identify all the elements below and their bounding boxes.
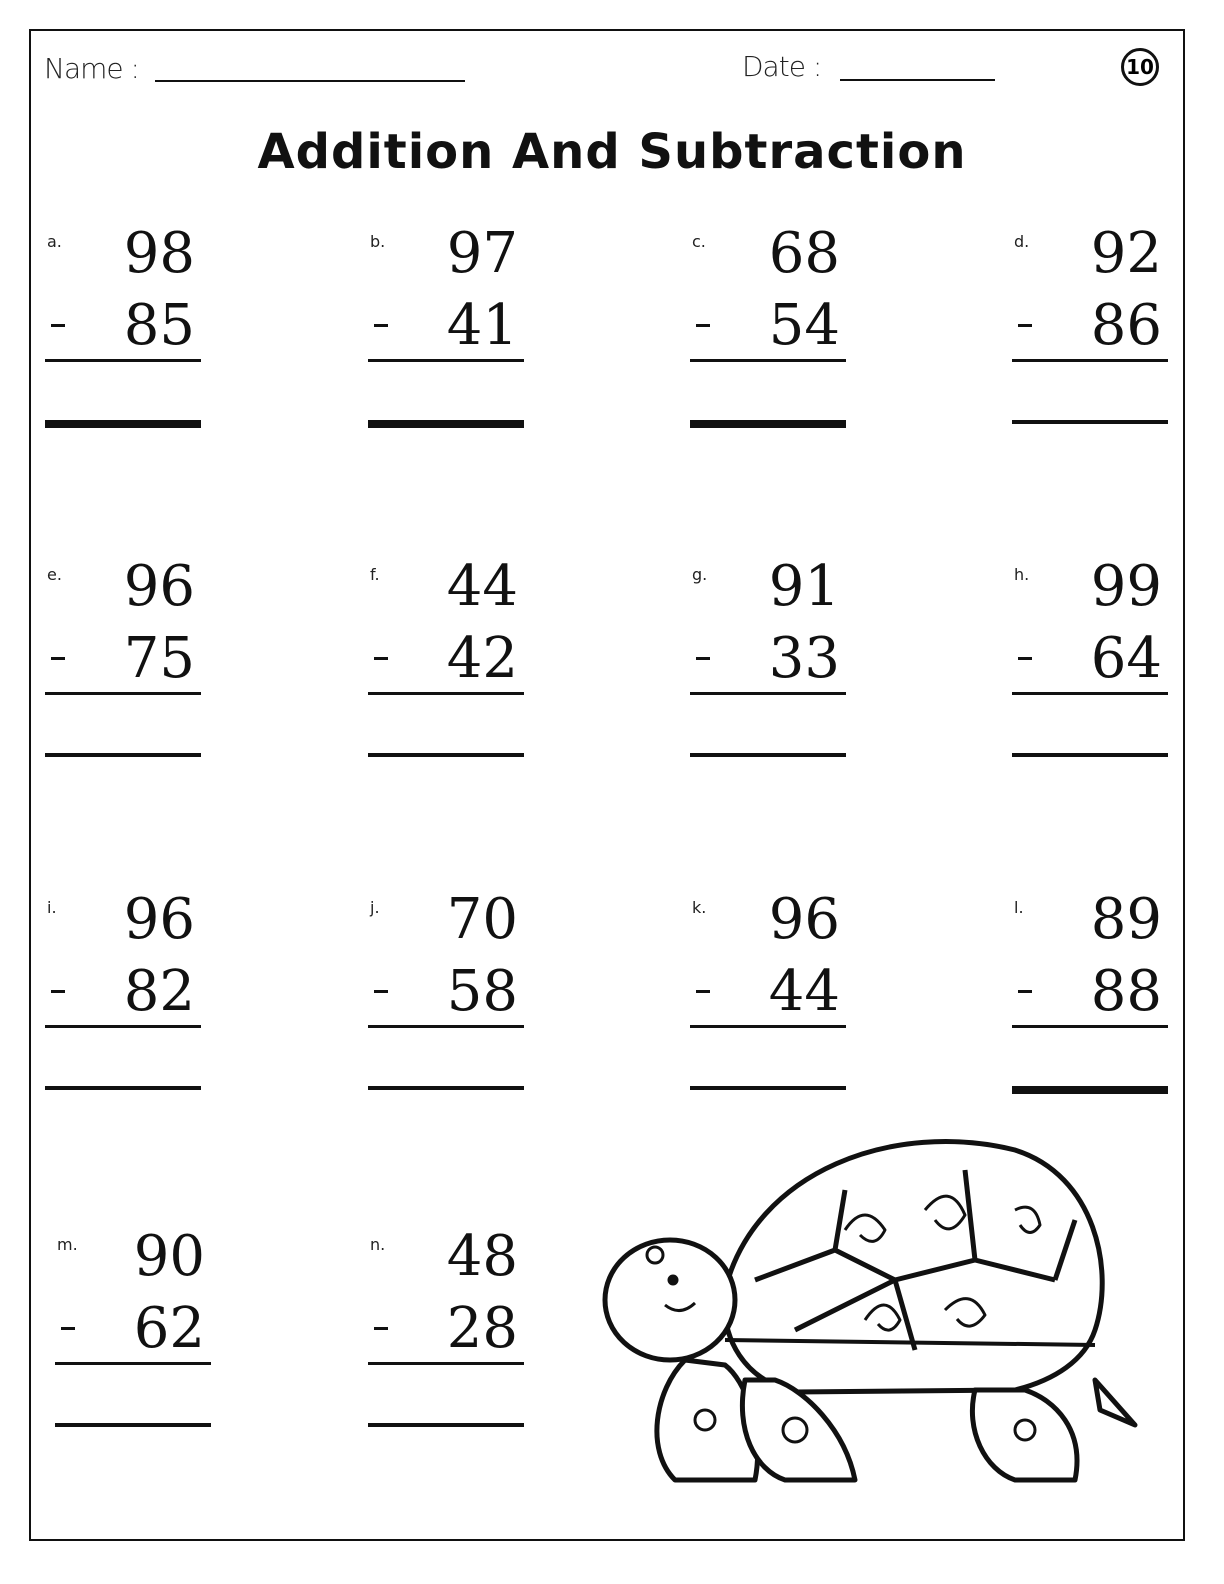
minus-sign xyxy=(61,1327,75,1330)
problem-label: n. xyxy=(370,1235,386,1254)
problem-label: f. xyxy=(370,565,380,584)
subtrahend: 58 xyxy=(446,959,518,1024)
problem-label: b. xyxy=(370,232,386,251)
problem-label: d. xyxy=(1014,232,1030,251)
minus-sign xyxy=(374,990,388,993)
problem-d xyxy=(1012,221,1168,452)
sum-line xyxy=(1012,1025,1168,1028)
minus-sign xyxy=(1018,657,1032,660)
answer-line[interactable] xyxy=(368,420,524,424)
minus-sign xyxy=(696,990,710,993)
sum-line xyxy=(368,359,524,362)
problem-b xyxy=(368,221,524,452)
problem-c xyxy=(690,221,846,452)
minuend: 91 xyxy=(768,554,840,619)
problem-g xyxy=(690,554,846,785)
problem-label: c. xyxy=(692,232,706,251)
problem-label: m. xyxy=(57,1235,78,1254)
answer-line[interactable] xyxy=(368,753,524,757)
problem-label: g. xyxy=(692,565,708,584)
subtrahend: 44 xyxy=(768,959,840,1024)
minus-sign xyxy=(696,324,710,327)
minuend: 96 xyxy=(123,887,195,952)
minuend: 90 xyxy=(133,1224,205,1289)
problem-label: e. xyxy=(47,565,62,584)
answer-line[interactable] xyxy=(690,753,846,757)
minus-sign xyxy=(1018,324,1032,327)
minuend: 89 xyxy=(1090,887,1162,952)
page-number-badge: 10 xyxy=(1121,48,1159,86)
minuend: 99 xyxy=(1090,554,1162,619)
sum-line xyxy=(690,692,846,695)
sum-line xyxy=(690,1025,846,1028)
problem-m xyxy=(55,1224,211,1455)
problem-label: l. xyxy=(1014,898,1024,917)
minuend: 92 xyxy=(1090,221,1162,286)
minuend: 96 xyxy=(123,554,195,619)
subtrahend: 82 xyxy=(123,959,195,1024)
problem-n xyxy=(368,1224,524,1455)
minus-sign xyxy=(51,657,65,660)
subtrahend: 88 xyxy=(1090,959,1162,1024)
minuend: 97 xyxy=(446,221,518,286)
date-label: Date : xyxy=(742,50,822,83)
sum-line xyxy=(368,692,524,695)
answer-line[interactable] xyxy=(368,1086,524,1090)
problem-f xyxy=(368,554,524,785)
problem-label: j. xyxy=(370,898,380,917)
minuend: 96 xyxy=(768,887,840,952)
answer-line[interactable] xyxy=(690,1086,846,1090)
sum-line xyxy=(55,1362,211,1365)
subtrahend: 62 xyxy=(133,1296,205,1361)
answer-line[interactable] xyxy=(1012,753,1168,757)
minuend: 68 xyxy=(768,221,840,286)
date-field[interactable] xyxy=(840,79,995,81)
subtrahend: 64 xyxy=(1090,626,1162,691)
name-label: Name : xyxy=(44,52,139,85)
sum-line xyxy=(45,1025,201,1028)
minuend: 48 xyxy=(446,1224,518,1289)
minuend: 44 xyxy=(446,554,518,619)
problem-a xyxy=(45,221,201,452)
problem-label: a. xyxy=(47,232,62,251)
minus-sign xyxy=(51,324,65,327)
minus-sign xyxy=(696,657,710,660)
name-field[interactable] xyxy=(155,80,465,82)
problem-h xyxy=(1012,554,1168,785)
problem-k xyxy=(690,887,846,1118)
sum-line xyxy=(1012,359,1168,362)
subtrahend: 85 xyxy=(123,293,195,358)
problem-label: h. xyxy=(1014,565,1030,584)
problem-label: k. xyxy=(692,898,707,917)
answer-line[interactable] xyxy=(45,1086,201,1090)
page-title: Addition And Subtraction xyxy=(257,124,967,180)
subtrahend: 41 xyxy=(446,293,518,358)
minus-sign xyxy=(374,324,388,327)
minus-sign xyxy=(1018,990,1032,993)
minuend: 70 xyxy=(446,887,518,952)
sum-line xyxy=(45,359,201,362)
minuend: 98 xyxy=(123,221,195,286)
subtrahend: 86 xyxy=(1090,293,1162,358)
minus-sign xyxy=(374,1327,388,1330)
problem-label: i. xyxy=(47,898,57,917)
sum-line xyxy=(368,1362,524,1365)
problem-i xyxy=(45,887,201,1118)
sum-line xyxy=(1012,692,1168,695)
answer-line[interactable] xyxy=(368,1423,524,1427)
answer-line[interactable] xyxy=(45,753,201,757)
sum-line xyxy=(368,1025,524,1028)
sum-line xyxy=(690,359,846,362)
subtrahend: 54 xyxy=(768,293,840,358)
minus-sign xyxy=(374,657,388,660)
answer-line[interactable] xyxy=(55,1423,211,1427)
problem-j xyxy=(368,887,524,1118)
subtrahend: 42 xyxy=(446,626,518,691)
answer-line[interactable] xyxy=(1012,420,1168,424)
answer-line[interactable] xyxy=(690,420,846,424)
turtle-illustration xyxy=(595,1130,1145,1500)
answer-line[interactable] xyxy=(45,420,201,424)
subtrahend: 75 xyxy=(123,626,195,691)
problem-l xyxy=(1012,887,1168,1118)
problem-e xyxy=(45,554,201,785)
subtrahend: 33 xyxy=(768,626,840,691)
subtrahend: 28 xyxy=(446,1296,518,1361)
minus-sign xyxy=(51,990,65,993)
sum-line xyxy=(45,692,201,695)
answer-line[interactable] xyxy=(1012,1086,1168,1090)
